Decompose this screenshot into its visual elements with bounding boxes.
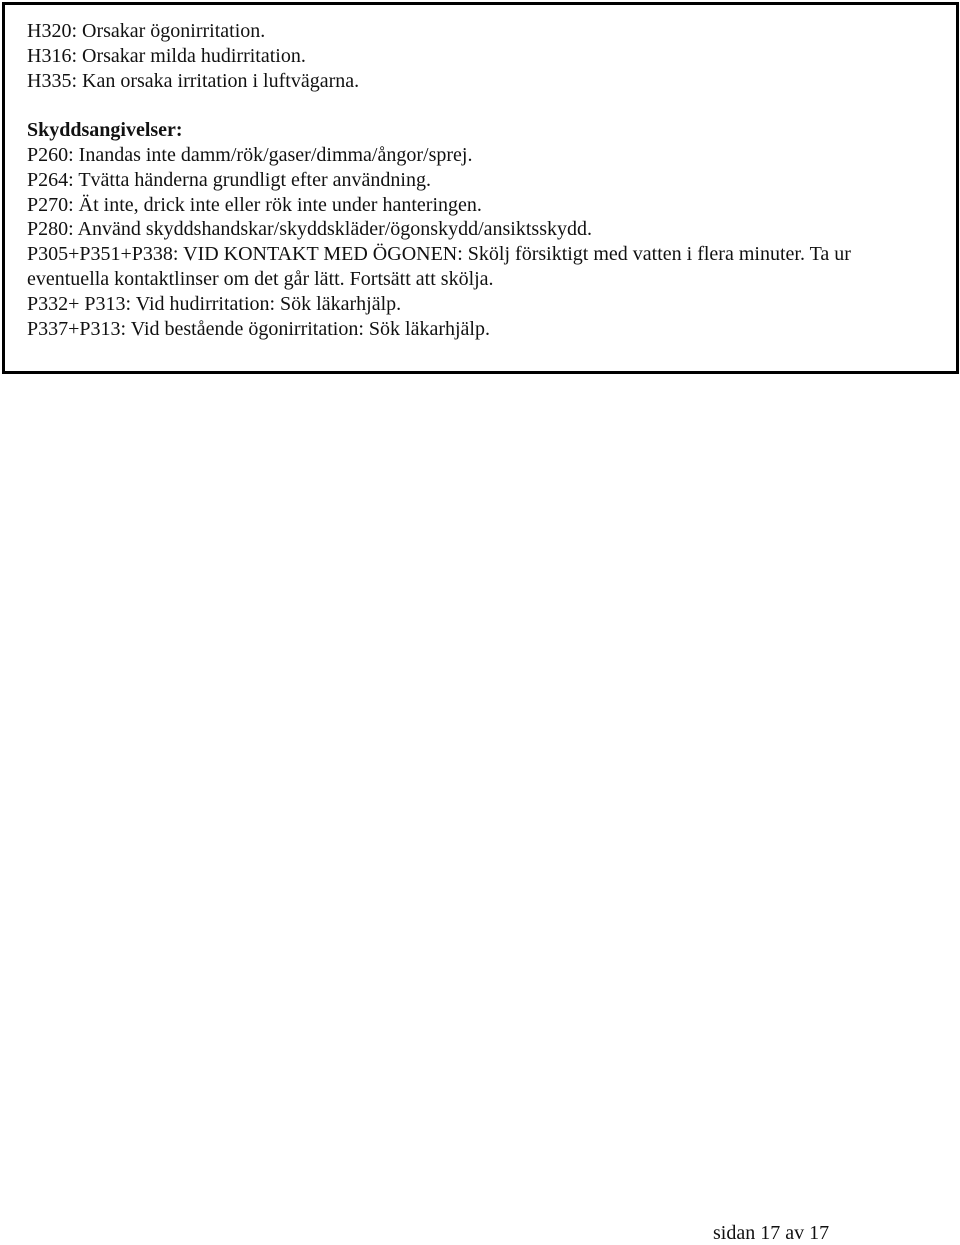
precautionary-statement: P264: Tvätta händerna grundligt efter användning. — [27, 168, 431, 191]
precautionary-statement: P332+ P313: Vid hudirritation: Sök läkarhjälp. — [27, 292, 402, 315]
safety-statements-box — [2, 2, 959, 374]
precautionary-statement: P260: Inandas inte damm/rök/gaser/dimma/ångor/sprej. — [27, 143, 473, 166]
page-number: sidan 17 av 17 — [713, 1222, 830, 1244]
spacer — [27, 93, 957, 118]
hazard-statement: H320: Orsakar ögonirritation. — [27, 20, 266, 42]
precautionary-statement: P280: Använd skyddshandskar/skyddskläder/ögonskydd/ansiktsskydd. — [27, 218, 592, 241]
safety-statements-content — [27, 19, 957, 341]
precautionary-statement: P337+P313: Vid bestående ögonirritation: Sök läkarhjälp. — [27, 317, 490, 340]
precautionary-statement: eventuella kontaktlinser om det går lätt. Fortsätt att skölja. — [27, 267, 494, 290]
precautionary-heading: Skyddsangivelser: — [27, 119, 183, 142]
precautionary-statement: P270: Ät inte, drick inte eller rök inte under hanteringen. — [27, 193, 482, 216]
precautionary-statement: P305+P351+P338: VID KONTAKT MED ÖGONEN: Skölj försiktigt med vatten i flera minuter. Ta ur — [27, 243, 851, 266]
hazard-statement: H335: Kan orsaka irritation i luftvägarna. — [27, 69, 360, 92]
hazard-statement: H316: Orsakar milda hudirritation. — [27, 44, 306, 67]
